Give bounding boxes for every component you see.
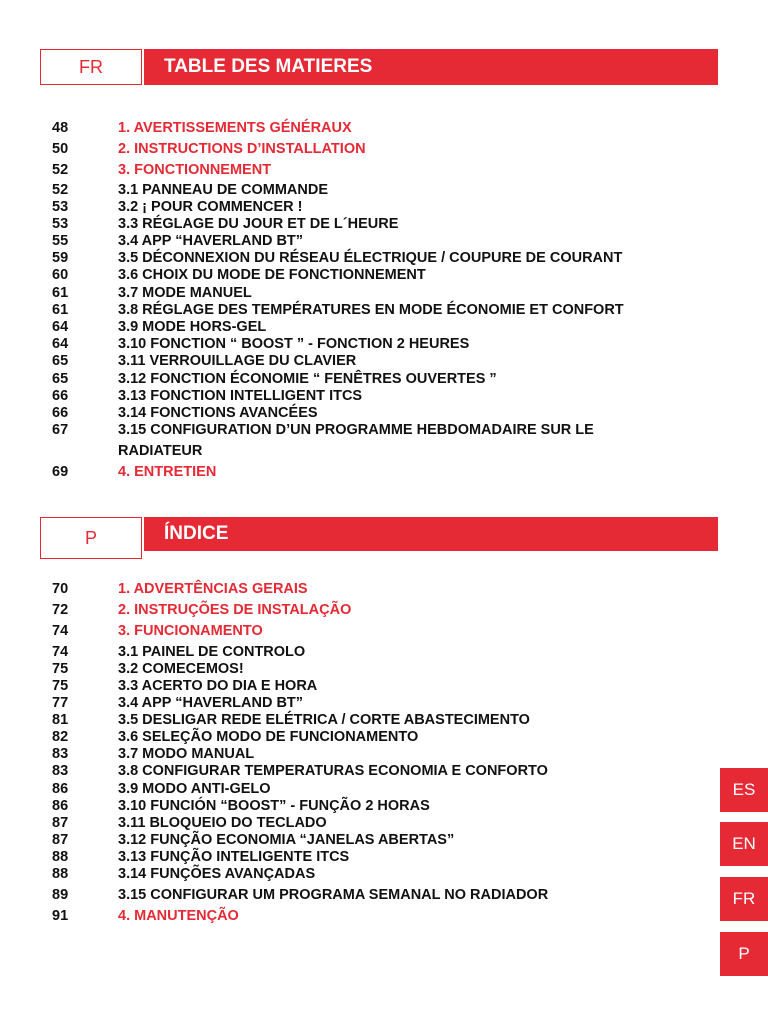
- language-code-box: P: [40, 517, 142, 559]
- toc-entry-label: 3.14 FONCTIONS AVANCÉES: [118, 405, 318, 421]
- toc-entry-label: 2. INSTRUCTIONS D’INSTALLATION: [118, 141, 366, 157]
- toc-page-number: 81: [52, 712, 69, 728]
- toc-page-number: 67: [52, 422, 69, 438]
- toc-page-number: 82: [52, 729, 69, 745]
- toc-entry-label: 4. MANUTENÇÃO: [118, 908, 239, 924]
- toc-entry-label: RADIATEUR: [118, 443, 203, 459]
- toc-entry-label: 1. AVERTISSEMENTS GÉNÉRAUX: [118, 120, 352, 136]
- toc-page-number: 55: [52, 233, 69, 249]
- toc-page-number: 74: [52, 623, 69, 639]
- toc-entry-label: 3.8 RÉGLAGE DES TEMPÉRATURES EN MODE ÉCONOMIE ET CONFORT: [118, 302, 624, 318]
- toc-page-number: 52: [52, 162, 69, 178]
- toc-entry-label: 3.6 CHOIX DU MODE DE FONCTIONNEMENT: [118, 267, 426, 283]
- toc-page-number: 86: [52, 798, 69, 814]
- toc-page-number: 65: [52, 371, 69, 387]
- toc-page-number: 88: [52, 849, 69, 865]
- language-tab-es[interactable]: ES: [720, 768, 768, 812]
- toc-entry-label: 3.3 ACERTO DO DIA E HORA: [118, 678, 318, 694]
- language-tab-p[interactable]: P: [720, 932, 768, 976]
- toc-entry-label: 3.5 DESLIGAR REDE ELÉTRICA / CORTE ABASTECIMENTO: [118, 712, 530, 728]
- toc-page-number: 86: [52, 781, 69, 797]
- toc-page-number: 88: [52, 866, 69, 882]
- toc-entry-label: 3.4 APP “HAVERLAND BT”: [118, 233, 304, 249]
- toc-entry-label: 3.10 FONCTION “ BOOST ” - FONCTION 2 HEURES: [118, 336, 470, 352]
- toc-page-number: 70: [52, 581, 69, 597]
- toc-entry-label: 3.13 FONCTION INTELLIGENT ITCS: [118, 388, 363, 404]
- toc-page-number: 87: [52, 815, 69, 831]
- toc-page-number: 53: [52, 199, 69, 215]
- toc-page-number: 75: [52, 678, 69, 694]
- toc-page-number: 83: [52, 746, 69, 762]
- toc-entry-label: 3.2 COMECEMOS!: [118, 661, 244, 677]
- toc-page-number: 74: [52, 644, 69, 660]
- toc-entry-label: 4. ENTRETIEN: [118, 464, 217, 480]
- toc-page-number: 66: [52, 405, 69, 421]
- toc-entry-label: 3. FONCTIONNEMENT: [118, 162, 272, 178]
- toc-page-number: 72: [52, 602, 69, 618]
- language-tab-fr[interactable]: FR: [720, 877, 768, 921]
- toc-page-number: 52: [52, 182, 69, 198]
- toc-page-number: 64: [52, 319, 69, 335]
- toc-page-number: 77: [52, 695, 69, 711]
- toc-entry-label: 3.12 FONCTION ÉCONOMIE “ FENÊTRES OUVERTES ”: [118, 371, 497, 387]
- toc-page-number: 65: [52, 353, 69, 369]
- toc-page-number: 48: [52, 120, 69, 136]
- toc-entry-label: 3.15 CONFIGURAR UM PROGRAMA SEMANAL NO RADIADOR: [118, 887, 549, 903]
- section-title: TABLE DES MATIERES: [144, 49, 718, 85]
- toc-entry-label: 3.7 MODO MANUAL: [118, 746, 255, 762]
- toc-page-number: 89: [52, 887, 69, 903]
- toc-entry-label: 1. ADVERTÊNCIAS GERAIS: [118, 581, 308, 597]
- toc-page-number: 91: [52, 908, 69, 924]
- toc-entry-label: 3.5 DÉCONNEXION DU RÉSEAU ÉLECTRIQUE / COUPURE DE COURANT: [118, 250, 623, 266]
- toc-entry-label: 3.3 RÉGLAGE DU JOUR ET DE L´HEURE: [118, 216, 399, 232]
- toc-page-number: 75: [52, 661, 69, 677]
- toc-page-number: 61: [52, 285, 69, 301]
- section-header-p: [40, 517, 718, 553]
- toc-entry-label: 3.1 PAINEL DE CONTROLO: [118, 644, 306, 660]
- toc-page-number: 87: [52, 832, 69, 848]
- toc-page-number: 50: [52, 141, 69, 157]
- toc-entry-label: 3.12 FUNÇÃO ECONOMIA “JANELAS ABERTAS”: [118, 832, 455, 848]
- language-code-box: FR: [40, 49, 142, 85]
- toc-entry-label: 3.6 SELEÇÃO MODO DE FUNCIONAMENTO: [118, 729, 419, 745]
- toc-page-number: 66: [52, 388, 69, 404]
- language-tab-en[interactable]: EN: [720, 822, 768, 866]
- toc-entry-label: 3.11 VERROUILLAGE DU CLAVIER: [118, 353, 357, 369]
- toc-page-number: 59: [52, 250, 69, 266]
- toc-page-number: 69: [52, 464, 69, 480]
- toc-page-number: 61: [52, 302, 69, 318]
- toc-entry-label: 3.4 APP “HAVERLAND BT”: [118, 695, 304, 711]
- toc-entry-label: 3.9 MODE HORS-GEL: [118, 319, 267, 335]
- toc-entry-label: 3.8 CONFIGURAR TEMPERATURAS ECONOMIA E CONFORTO: [118, 763, 548, 779]
- toc-page-number: 64: [52, 336, 69, 352]
- toc-entry-label: 3.13 FUNÇÃO INTELIGENTE ITCS: [118, 849, 350, 865]
- toc-entry-label: 3.1 PANNEAU DE COMMANDE: [118, 182, 329, 198]
- toc-page-number: 83: [52, 763, 69, 779]
- toc-entry-label: 3.10 FUNCIÓN “BOOST” - FUNÇÃO 2 HORAS: [118, 798, 430, 814]
- toc-entry-label: 3.7 MODE MANUEL: [118, 285, 252, 301]
- toc-entry-label: 3.2 ¡ POUR COMMENCER !: [118, 199, 303, 215]
- toc-page-number: 60: [52, 267, 69, 283]
- toc-entry-label: 3.14 FUNÇÕES AVANÇADAS: [118, 866, 316, 882]
- toc-entry-label: 2. INSTRUÇÕES DE INSTALAÇÃO: [118, 602, 352, 618]
- toc-entry-label: 3.11 BLOQUEIO DO TECLADO: [118, 815, 327, 831]
- section-header-fr: [40, 49, 718, 85]
- toc-entry-label: 3.15 CONFIGURATION D’UN PROGRAMME HEBDOMADAIRE SUR LE: [118, 422, 594, 438]
- toc-entry-label: 3. FUNCIONAMENTO: [118, 623, 263, 639]
- toc-entry-label: 3.9 MODO ANTI-GELO: [118, 781, 271, 797]
- toc-page-number: 53: [52, 216, 69, 232]
- section-title: ÍNDICE: [144, 517, 718, 551]
